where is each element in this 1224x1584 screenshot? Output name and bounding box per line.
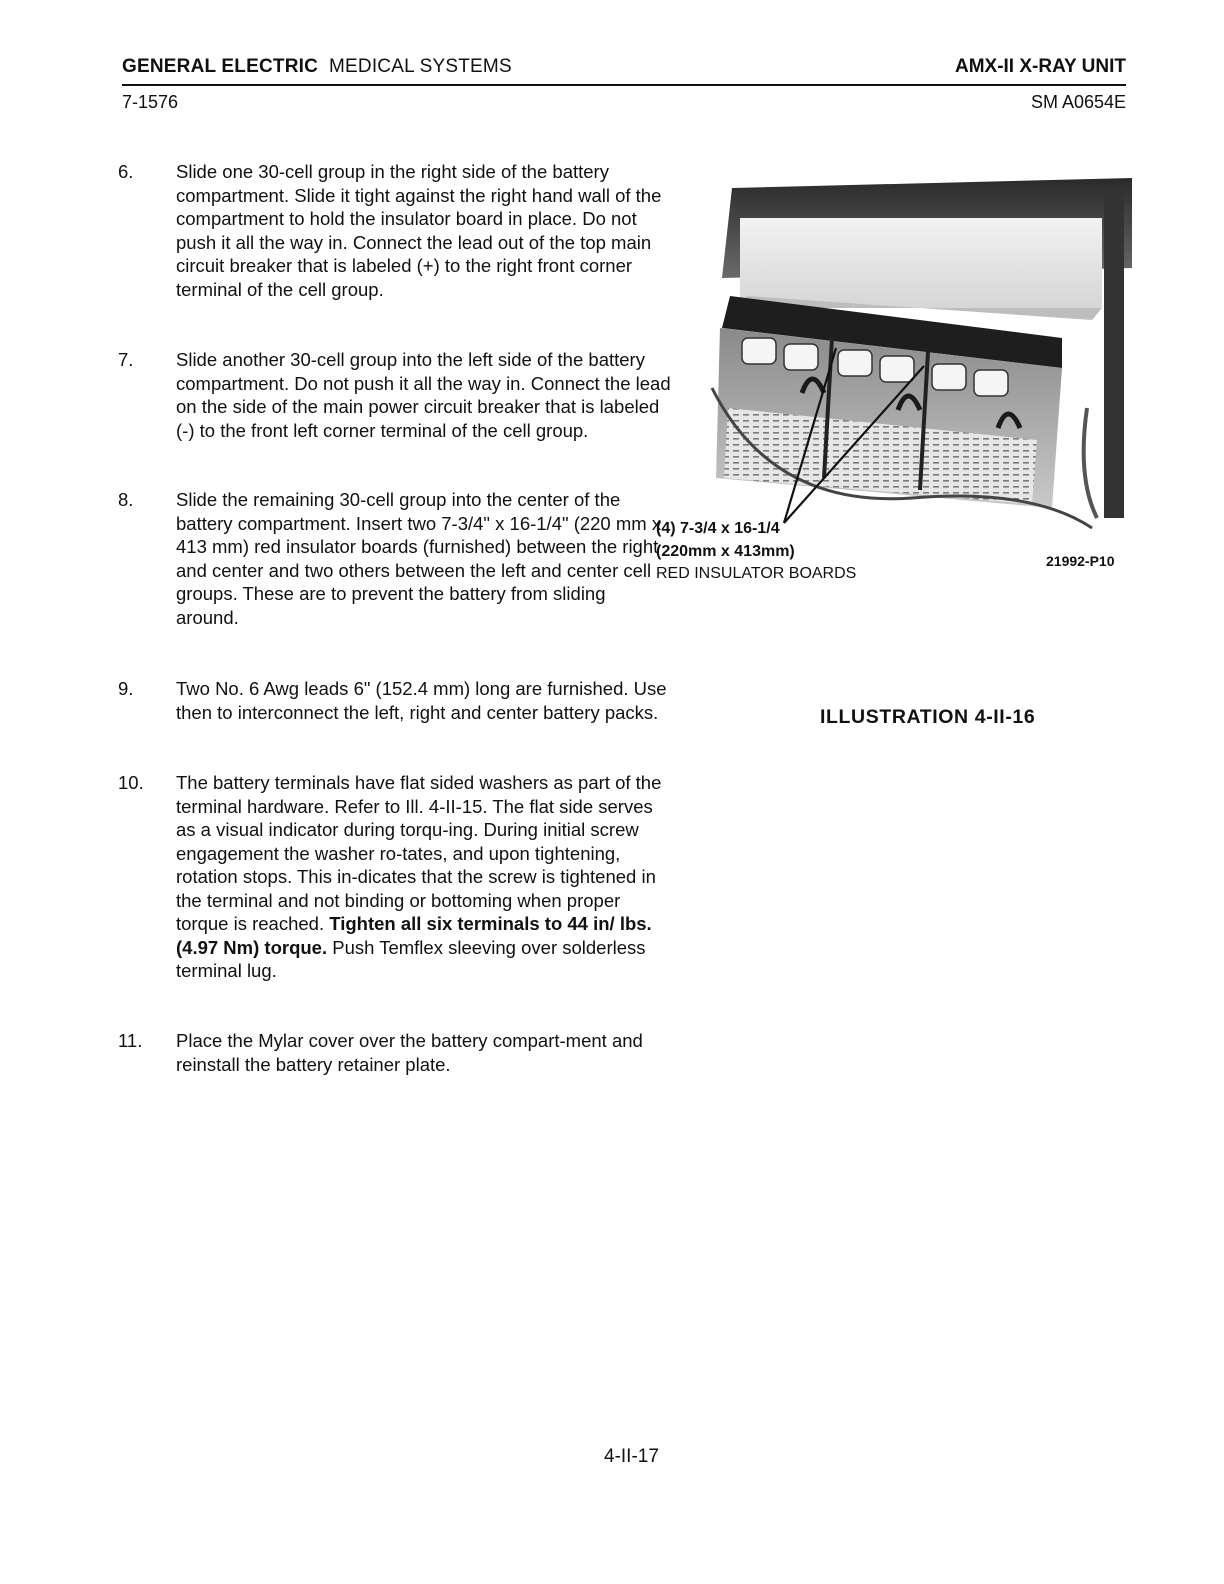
product-name: AMX-II X-RAY UNIT xyxy=(954,56,1126,77)
doc-number: 7-1576 xyxy=(122,92,179,112)
step-6 xyxy=(118,160,678,330)
page-number: 4-II-17 xyxy=(604,1446,659,1467)
step-number: 7. xyxy=(118,349,134,370)
step-text: Slide the remaining 30-cell group into the center of the battery compartment. Insert two 7-3/4" x 16-1/4" (220 mm x 413 mm) red insulator boards (furnished) between the right and center and two others between the left and center cell groups. These are to prevent the battery from sliding around. xyxy=(176,489,662,628)
step-8 xyxy=(118,488,678,658)
photo-id: 21992-P10 xyxy=(1046,553,1115,569)
step-9 xyxy=(118,677,678,752)
step-number: 8. xyxy=(118,489,134,510)
division-name: MEDICAL SYSTEMS xyxy=(329,56,512,77)
illustration-caption: ILLUSTRATION 4-II-16 xyxy=(820,706,1036,728)
step-text: Two No. 6 Awg leads 6" (152.4 mm) long are furnished. Use then to interconnect the left, right and center battery packs. xyxy=(176,678,667,723)
step-number: 11. xyxy=(118,1030,143,1051)
step-text-part: The battery terminals have flat sided washers as part of the terminal hardware. Refer to Ill. 4-II-15. The flat side serves as a visual indicator during torqu-ing. During initial screw engagement the washer ro-tates, and upon tightening, rotation stops. This in-dicates that the screw is tightened in the terminal and not binding or bottoming when proper torque is reached. xyxy=(176,772,662,934)
step-text: Slide another 30-cell group into the left side of the battery compartment. Do not push it all the way in. Connect the lead on the side of the main power circuit breaker that is labeled (-) to the front left corner terminal of the cell group. xyxy=(176,349,671,441)
step-text xyxy=(176,771,671,983)
header-company-division xyxy=(122,56,512,78)
step-text: Place the Mylar cover over the battery compart-ment and reinstall the battery retainer plate. xyxy=(176,1030,643,1075)
header-rule xyxy=(122,84,1126,86)
insulator-board-callout xyxy=(656,518,856,586)
step-number: 9. xyxy=(118,678,134,699)
step-text-part: Push Temflex sleeving over solderless terminal lug. xyxy=(176,936,646,981)
callout-line: (220mm x 413mm) xyxy=(656,542,795,560)
company-name: GENERAL ELECTRIC xyxy=(122,56,319,77)
step-number: 6. xyxy=(118,161,134,182)
step-10 xyxy=(118,771,678,1011)
manual-id: SM A0654E xyxy=(1030,92,1126,112)
step-number: 10. xyxy=(118,772,144,793)
step-text: Slide one 30-cell group in the right side of the battery compartment. Slide it tight against the right hand wall of the compartment to hold the insulator board in place. Do not push it all the way in. Connect the lead out of the top main circuit breaker that is labeled (+) to the right front corner terminal of the cell group. xyxy=(176,161,662,300)
battery-compartment-photo xyxy=(692,178,1132,550)
callout-line: RED INSULATOR BOARDS xyxy=(656,565,857,582)
torque-spec: Tighten all six terminals to 44 in/ lbs. (4.97 Nm) torque. xyxy=(176,913,652,958)
step-7 xyxy=(118,348,678,468)
callout-line: (4) 7-3/4 x 16-1/4 xyxy=(656,520,780,537)
step-11 xyxy=(118,1029,678,1081)
